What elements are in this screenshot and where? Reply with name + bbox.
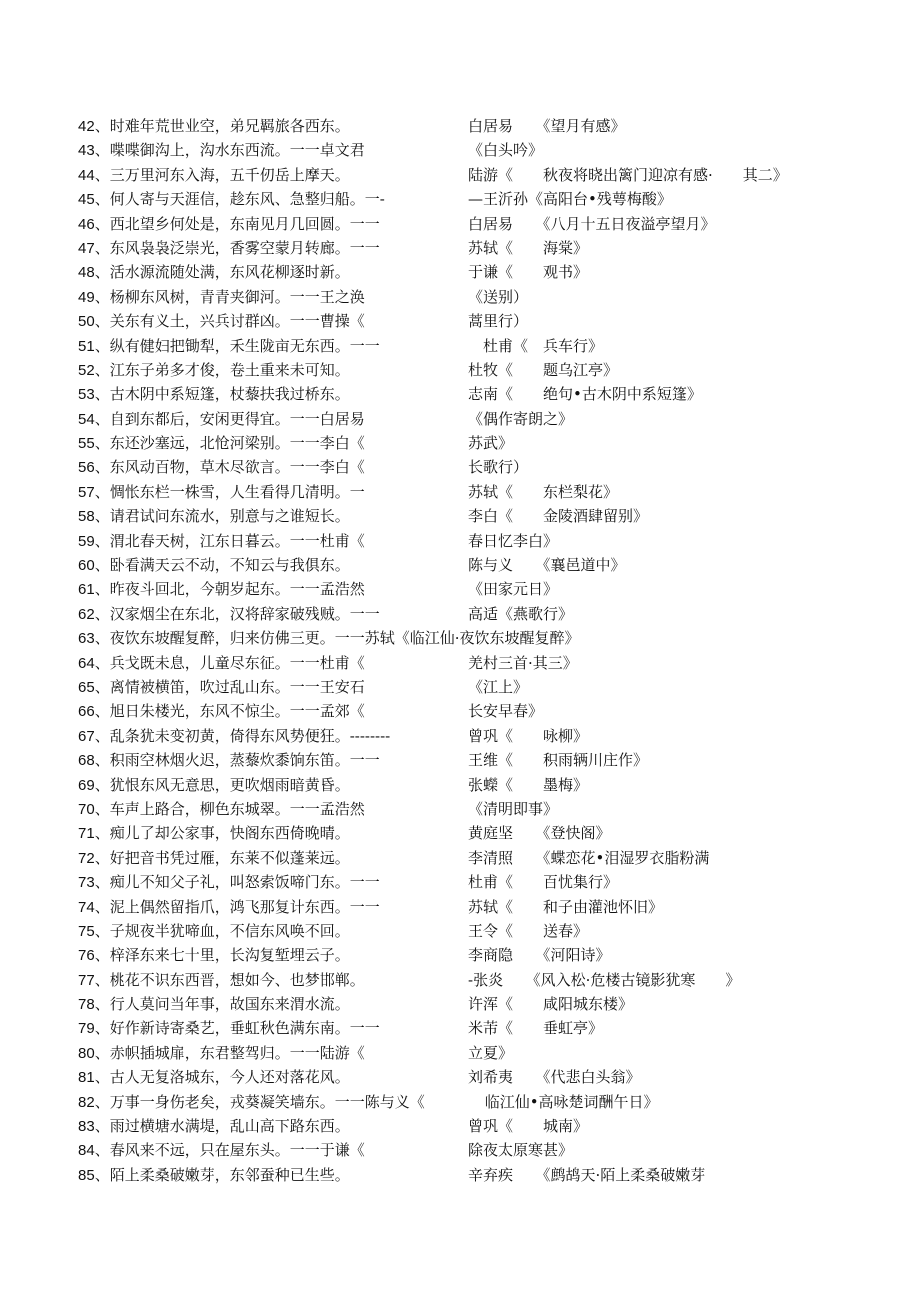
verse-text: 、离情被横笛，吹过乱山东。一一王安石 bbox=[94, 677, 365, 696]
line-number: 71 bbox=[78, 825, 95, 843]
poem-source: 羌村三首·其三》 bbox=[468, 653, 578, 672]
poem-line bbox=[78, 504, 858, 528]
poem-source: —王沂孙《高阳台•残萼梅酸》 bbox=[468, 190, 672, 209]
verse-text: 、关东有义土，兴兵讨群凶。一一曹操《 bbox=[94, 312, 365, 331]
poem-source: 王令《 送春》 bbox=[468, 921, 589, 940]
poem-line bbox=[78, 114, 858, 138]
poem-line bbox=[78, 675, 858, 699]
poem-line bbox=[78, 602, 858, 626]
line-number: 68 bbox=[78, 752, 95, 770]
poem-source: -张炎 《风入松·危楼古镜影犹寒 》 bbox=[468, 970, 741, 989]
poem-line bbox=[78, 968, 858, 992]
poem-source: 立夏》 bbox=[468, 1043, 514, 1062]
line-number: 73 bbox=[78, 874, 95, 892]
verse-text: 、自到东都后，安闲更得宜。一一白居易 bbox=[94, 409, 365, 428]
poem-line bbox=[78, 334, 858, 358]
poem-line bbox=[78, 577, 858, 601]
line-number: 81 bbox=[78, 1069, 95, 1087]
poem-source: 刘希夷 《代悲白头翁》 bbox=[468, 1068, 641, 1087]
poem-source: 杜牧《 题乌江亭》 bbox=[468, 360, 619, 379]
line-number: 74 bbox=[78, 898, 95, 916]
poem-line-list bbox=[78, 114, 858, 1187]
verse-text: 、渭北春天树，江东日暮云。一一杜甫《 bbox=[94, 531, 365, 550]
poem-line bbox=[78, 455, 858, 479]
poem-line bbox=[78, 870, 858, 894]
verse-text: 、三万里河东入海，五千仞岳上摩天。 bbox=[94, 165, 350, 184]
poem-source: 除夜太原寒甚》 bbox=[468, 1141, 574, 1160]
poem-line bbox=[78, 358, 858, 382]
poem-line bbox=[78, 529, 858, 553]
poem-source: 《田家元日》 bbox=[468, 580, 559, 599]
line-number: 51 bbox=[78, 337, 95, 355]
verse-text: 、卧看满天云不动，不知云与我俱东。 bbox=[94, 556, 350, 575]
verse-text: 、旭日朱楼光，东风不惊尘。一一孟郊《 bbox=[94, 702, 365, 721]
poem-source: 《白头吟》 bbox=[468, 141, 544, 160]
verse-text: 、惆怅东栏一株雪，人生看得几清明。一 bbox=[94, 482, 365, 501]
verse-text: 、古人无复洛城东，今人还对落花风。 bbox=[94, 1068, 350, 1087]
line-number: 59 bbox=[78, 532, 95, 550]
poem-source: 苏轼《 海棠》 bbox=[468, 238, 589, 257]
poem-source: 《送别） bbox=[468, 287, 529, 306]
line-number: 76 bbox=[78, 947, 95, 965]
poem-source: 杜甫《 百忧集行》 bbox=[468, 873, 619, 892]
line-number: 53 bbox=[78, 386, 95, 404]
poem-line bbox=[78, 480, 858, 504]
line-number: 47 bbox=[78, 239, 95, 257]
poem-line bbox=[78, 895, 858, 919]
poem-source: 许浑《 咸阳城东楼》 bbox=[468, 995, 634, 1014]
poem-line bbox=[78, 1138, 858, 1162]
poem-line bbox=[78, 1090, 858, 1114]
verse-text: 、江东子弟多才俊，卷土重来未可知。 bbox=[94, 360, 350, 379]
line-number: 85 bbox=[78, 1166, 95, 1184]
poem-source: 高适《燕歌行》 bbox=[468, 604, 574, 623]
line-number: 61 bbox=[78, 581, 95, 599]
line-number: 67 bbox=[78, 727, 95, 745]
line-number: 77 bbox=[78, 971, 95, 989]
line-number: 62 bbox=[78, 605, 95, 623]
line-number: 52 bbox=[78, 361, 95, 379]
poem-source: 王维《 积雨辆川庄作》 bbox=[468, 751, 649, 770]
verse-text: 、雨过横塘水满堤，乱山高下路东西。 bbox=[94, 1117, 350, 1136]
line-number: 83 bbox=[78, 1118, 95, 1136]
verse-text: 、陌上柔桑破嫩芽，东邻蚕种已生些。 bbox=[94, 1165, 350, 1184]
poem-line bbox=[78, 1114, 858, 1138]
poem-line bbox=[78, 1041, 858, 1065]
poem-line bbox=[78, 285, 858, 309]
poem-source: 蒿里行） bbox=[468, 312, 529, 331]
line-number: 82 bbox=[78, 1093, 95, 1111]
verse-text: 、何人寄与天涯信，趁东风、急整归船。一- bbox=[94, 190, 385, 209]
line-number: 45 bbox=[78, 191, 95, 209]
poem-line bbox=[78, 187, 858, 211]
poem-line bbox=[78, 553, 858, 577]
line-number: 72 bbox=[78, 849, 95, 867]
poem-line bbox=[78, 407, 858, 431]
poem-line bbox=[78, 1065, 858, 1089]
line-number: 50 bbox=[78, 313, 95, 331]
line-number: 80 bbox=[78, 1044, 95, 1062]
poem-source: 李白《 金陵酒肆留别》 bbox=[468, 507, 649, 526]
poem-line bbox=[78, 260, 858, 284]
poem-line bbox=[78, 992, 858, 1016]
verse-text: 、东风动百物，草木尽欲言。一一李白《 bbox=[94, 458, 365, 477]
poem-source: 陆游《 秋夜将晓出篱门迎凉有感· 其二》 bbox=[468, 165, 788, 184]
poem-source: 《偶作寄朗之》 bbox=[468, 409, 574, 428]
verse-text: 、夜饮东坡醒复醉，归来仿佛三更。一一苏轼《临江仙·夜饮东坡醒复醉》 bbox=[94, 629, 580, 648]
verse-text: 、兵戈既未息，儿童尽东征。一一杜甫《 bbox=[94, 653, 365, 672]
verse-text: 、杨柳东风树，青青夹御河。一一王之涣 bbox=[94, 287, 365, 306]
verse-text: 、活水源流随处满，东风花柳逐时新。 bbox=[94, 263, 350, 282]
poem-source: 《江上》 bbox=[468, 677, 529, 696]
line-number: 49 bbox=[78, 288, 95, 306]
poem-line bbox=[78, 163, 858, 187]
poem-source: 白居易 《望月有感》 bbox=[468, 117, 626, 135]
verse-text: 、纵有健妇把锄犁，禾生陇亩无东西。一一 bbox=[94, 336, 380, 355]
poem-line bbox=[78, 699, 858, 723]
verse-text: 、时难年荒世业空，弟兄羁旅各西东。 bbox=[94, 117, 350, 135]
poem-line bbox=[78, 724, 858, 748]
poem-line bbox=[78, 431, 858, 455]
poem-line bbox=[78, 236, 858, 260]
poem-line bbox=[78, 943, 858, 967]
poem-line bbox=[78, 919, 858, 943]
line-number: 46 bbox=[78, 215, 95, 233]
verse-text: 、子规夜半犹啼血，不信东风唤不回。 bbox=[94, 921, 350, 940]
verse-text: 、喋喋御沟上，沟水东西流。一一卓文君 bbox=[94, 141, 365, 160]
verse-text: 、西北望乡何处是，东南见月几回圆。一一 bbox=[94, 214, 380, 233]
poem-line bbox=[78, 626, 858, 650]
poem-line bbox=[78, 382, 858, 406]
poem-source: 苏轼《 和子由灌池怀旧》 bbox=[468, 897, 664, 916]
verse-text: 、好作新诗寄桑艺，垂虹秋色满东南。一一 bbox=[94, 1019, 380, 1038]
poem-source: 长安早春》 bbox=[468, 702, 544, 721]
line-number: 44 bbox=[78, 166, 95, 184]
poem-source: 曾巩《 城南》 bbox=[468, 1117, 589, 1136]
verse-text: 、请君试问东流水，别意与之谁短长。 bbox=[94, 507, 350, 526]
poem-source: 辛弃疾 《鹧鸪天·陌上柔桑破嫩芽 bbox=[468, 1165, 706, 1184]
line-number: 56 bbox=[78, 459, 95, 477]
line-number: 78 bbox=[78, 996, 95, 1014]
poem-line bbox=[78, 773, 858, 797]
line-number: 64 bbox=[78, 654, 95, 672]
line-number: 75 bbox=[78, 922, 95, 940]
verse-text: 、梓泽东来七十里，长沟复堑埋云子。 bbox=[94, 946, 350, 965]
poem-source: 《清明即事》 bbox=[468, 799, 559, 818]
poem-source: 春日忆李白》 bbox=[468, 531, 559, 550]
line-number: 48 bbox=[78, 264, 95, 282]
poem-line bbox=[78, 651, 858, 675]
poem-source: 于谦《 观书》 bbox=[468, 263, 589, 282]
poem-source: 黄庭坚 《登快阁》 bbox=[468, 824, 611, 843]
verse-text: 、春风来不远，只在屋东头。一一于谦《 bbox=[94, 1141, 365, 1160]
verse-text: 、积雨空林烟火迟，蒸藜炊黍饷东笛。一一 bbox=[94, 751, 380, 770]
verse-text: 、昨夜斗回北，今朝岁起东。一一孟浩然 bbox=[94, 580, 365, 599]
poem-source: 陈与义 《襄邑道中》 bbox=[468, 556, 626, 575]
verse-text: 、犹恨东风无意思，更吹烟雨暗黄昏。 bbox=[94, 775, 350, 794]
poem-source: 白居易 《八月十五日夜溢亭望月》 bbox=[468, 214, 716, 233]
line-number: 57 bbox=[78, 483, 95, 501]
line-number: 42 bbox=[78, 118, 95, 135]
line-number: 65 bbox=[78, 678, 95, 696]
verse-text: 、古木阴中系短篷，杖藜扶我过桥东。 bbox=[94, 385, 350, 404]
poem-source: 杜甫《 兵车行》 bbox=[468, 336, 604, 355]
poem-source: 李清照 《蝶恋花•泪湿罗衣脂粉满 bbox=[468, 848, 710, 867]
verse-text: 、痴儿了却公家事，快阁东西倚晚晴。 bbox=[94, 824, 350, 843]
verse-text: 、桃花不识东西晋，想如今、也梦邯郸。 bbox=[94, 970, 365, 989]
poem-source: 曾巩《 咏柳》 bbox=[468, 726, 589, 745]
poem-line bbox=[78, 1016, 858, 1040]
verse-text: 、东还沙塞远，北怆河梁别。一一李白《 bbox=[94, 434, 365, 453]
poem-line bbox=[78, 821, 858, 845]
verse-text: 、乱条犹未变初黄，倚得东风势便狂。-------- bbox=[94, 726, 391, 745]
poem-line bbox=[78, 212, 858, 236]
line-number: 43 bbox=[78, 142, 95, 160]
line-number: 60 bbox=[78, 557, 95, 575]
verse-text: 、车声上路合，柳色东城翠。一一孟浩然 bbox=[94, 799, 365, 818]
verse-text: 、好把音书凭过雁，东莱不似蓬莱远。 bbox=[94, 848, 350, 867]
poem-source: 米芾《 垂虹亭》 bbox=[468, 1019, 604, 1038]
line-number: 69 bbox=[78, 776, 95, 794]
verse-text: 、痴儿不知父子礼，叫怒索饭啼门东。一一 bbox=[94, 873, 380, 892]
poem-source: 苏武》 bbox=[468, 434, 514, 453]
line-number: 66 bbox=[78, 703, 95, 721]
line-number: 55 bbox=[78, 435, 95, 453]
poem-source: 李商隐 《河阳诗》 bbox=[468, 946, 611, 965]
poem-source: 张蠑《 墨梅》 bbox=[468, 775, 589, 794]
poem-source: 苏轼《 东栏梨花》 bbox=[468, 482, 619, 501]
line-number: 84 bbox=[78, 1142, 95, 1160]
poem-source: 长歌行） bbox=[468, 458, 529, 477]
verse-text: 、泥上偶然留指爪，鸿飞那复计东西。一一 bbox=[94, 897, 380, 916]
poem-line bbox=[78, 309, 858, 333]
poem-line bbox=[78, 138, 858, 162]
verse-text: 、汉家烟尘在东北，汉将辞家破残贼。一一 bbox=[94, 604, 380, 623]
verse-text: 、行人莫问当年事，故国东来渭水流。 bbox=[94, 995, 350, 1014]
verse-text: 、东风袅袅泛崇光，香雾空蒙月转廊。一一 bbox=[94, 238, 380, 257]
verse-text: 、赤帜插城扉，东君整驾归。一一陆游《 bbox=[94, 1043, 365, 1062]
poem-source: 志南《 绝句•古木阴中系短篷》 bbox=[468, 385, 702, 404]
line-number: 79 bbox=[78, 1020, 95, 1038]
poem-line bbox=[78, 1163, 858, 1187]
line-number: 54 bbox=[78, 410, 95, 428]
poem-line bbox=[78, 797, 858, 821]
line-number: 70 bbox=[78, 800, 95, 818]
verse-text: 、万事一身伤老矣，戎葵凝笑墙东。一一陈与义《 临江仙•高咏楚词酬午日》 bbox=[94, 1092, 659, 1111]
poem-line bbox=[78, 846, 858, 870]
poem-line bbox=[78, 748, 858, 772]
line-number: 58 bbox=[78, 508, 95, 526]
line-number: 63 bbox=[78, 630, 95, 648]
